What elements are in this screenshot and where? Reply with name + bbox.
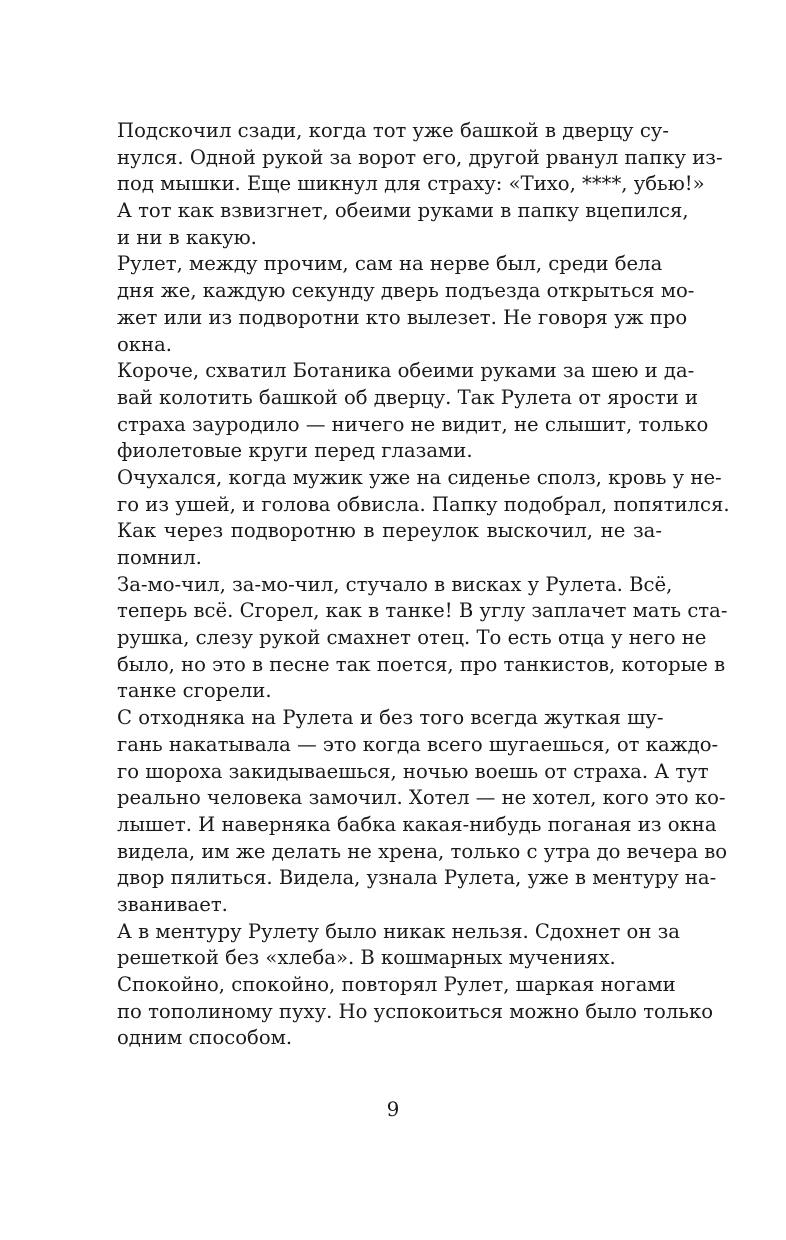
text-line: окна. xyxy=(117,332,173,356)
text-line: гань накатывала — это когда всего шугаешься, от каждо- xyxy=(117,732,719,756)
text-line: дня же, каждую секунду дверь подъезда открыться мо- xyxy=(117,279,695,303)
text-line: жет или из подворотни кто вылезет. Не говоря уж про xyxy=(117,305,688,329)
text-line: званивает. xyxy=(117,892,228,916)
text-line: и ни в какую. xyxy=(117,225,257,249)
paragraph xyxy=(117,919,680,972)
text-line: лышет. И наверняка бабка какая-нибудь поганая из окна xyxy=(117,812,717,836)
page-body xyxy=(117,118,730,1052)
text-line: Очухался, когда мужик уже на сиденье сполз, кровь у не- xyxy=(117,465,722,489)
text-line: двор пялиться. Видела, узнала Рулета, уже в ментуру на- xyxy=(117,866,717,890)
text-line: рушка, слезу рукой смахнет отец. То есть отца у него не xyxy=(117,626,707,650)
text-line: Как через подворотню в переулок выскочил, не за- xyxy=(117,519,662,543)
paragraph xyxy=(117,972,714,1052)
text-line: по тополиному пуху. Но успокоиться можно было только xyxy=(117,999,714,1023)
text-line: го шороха закидываешься, ночью воешь от страха. А тут xyxy=(117,759,709,783)
text-line: За-мо-чил, за-мо-чил, стучало в висках у Рулета. Всё, xyxy=(117,572,673,596)
text-line: А тот как взвизгнет, обеими руками в папку вцепился, xyxy=(117,199,689,223)
paragraph xyxy=(117,705,728,919)
text-line: решеткой без «хлеба». В кошмарных мучениях. xyxy=(117,946,616,970)
text-line: было, но это в песне так поется, про танкистов, которые в xyxy=(117,652,726,676)
text-line: вай колотить башкой об дверцу. Так Рулета от ярости и xyxy=(117,385,699,409)
text-line: Подскочил сзади, когда тот уже башкой в дверцу су- xyxy=(117,119,669,142)
text-line: фиолетовые круги перед глазами. xyxy=(117,439,473,463)
text-line: Короче, схватил Ботаника обеими руками за шею и да- xyxy=(117,359,695,383)
text-line: реально человека замочил. Хотел — не хотел, кого это ко- xyxy=(117,786,726,810)
text-line: С отходняка на Рулета и без того всегда жуткая шу- xyxy=(117,706,664,730)
text-line: Рулет, между прочим, сам на нерве был, среди бела xyxy=(117,252,663,276)
text-line: танке сгорели. xyxy=(117,679,272,703)
text-line: помнил. xyxy=(117,546,202,569)
paragraph xyxy=(117,118,723,198)
paragraph xyxy=(117,518,662,571)
text-line: страха заурoдило — ничего не видит, не слышит, только xyxy=(117,412,709,436)
paragraph xyxy=(117,465,730,518)
text-line: Спокойно, спокойно, повторял Рулет, шаркая ногами xyxy=(117,973,676,996)
paragraph xyxy=(117,198,689,251)
text-line: теперь всё. Сгорел, как в танке! В углу заплачет мать ста- xyxy=(117,599,728,623)
text-line: нулся. Одной рукой за ворот его, другой рванул папку из- xyxy=(117,145,723,169)
paragraph xyxy=(117,572,728,705)
page-number: 9 xyxy=(386,1097,400,1121)
paragraph xyxy=(117,358,709,465)
text-line: го из ушей, и голова обвисла. Папку подобрал, попятился. xyxy=(117,492,730,516)
text-line: видела, им же делать не хрена, только с утра до вечера во xyxy=(117,839,728,863)
text-line: одним способом. xyxy=(117,1026,293,1050)
text-line: А в ментуру Рулету было никак нельзя. Сдохнет он за xyxy=(117,919,680,943)
paragraph xyxy=(117,251,695,358)
text-line: под мышки. Еще шикнул для страху: «Тихо, ****, убью!» xyxy=(117,172,705,196)
